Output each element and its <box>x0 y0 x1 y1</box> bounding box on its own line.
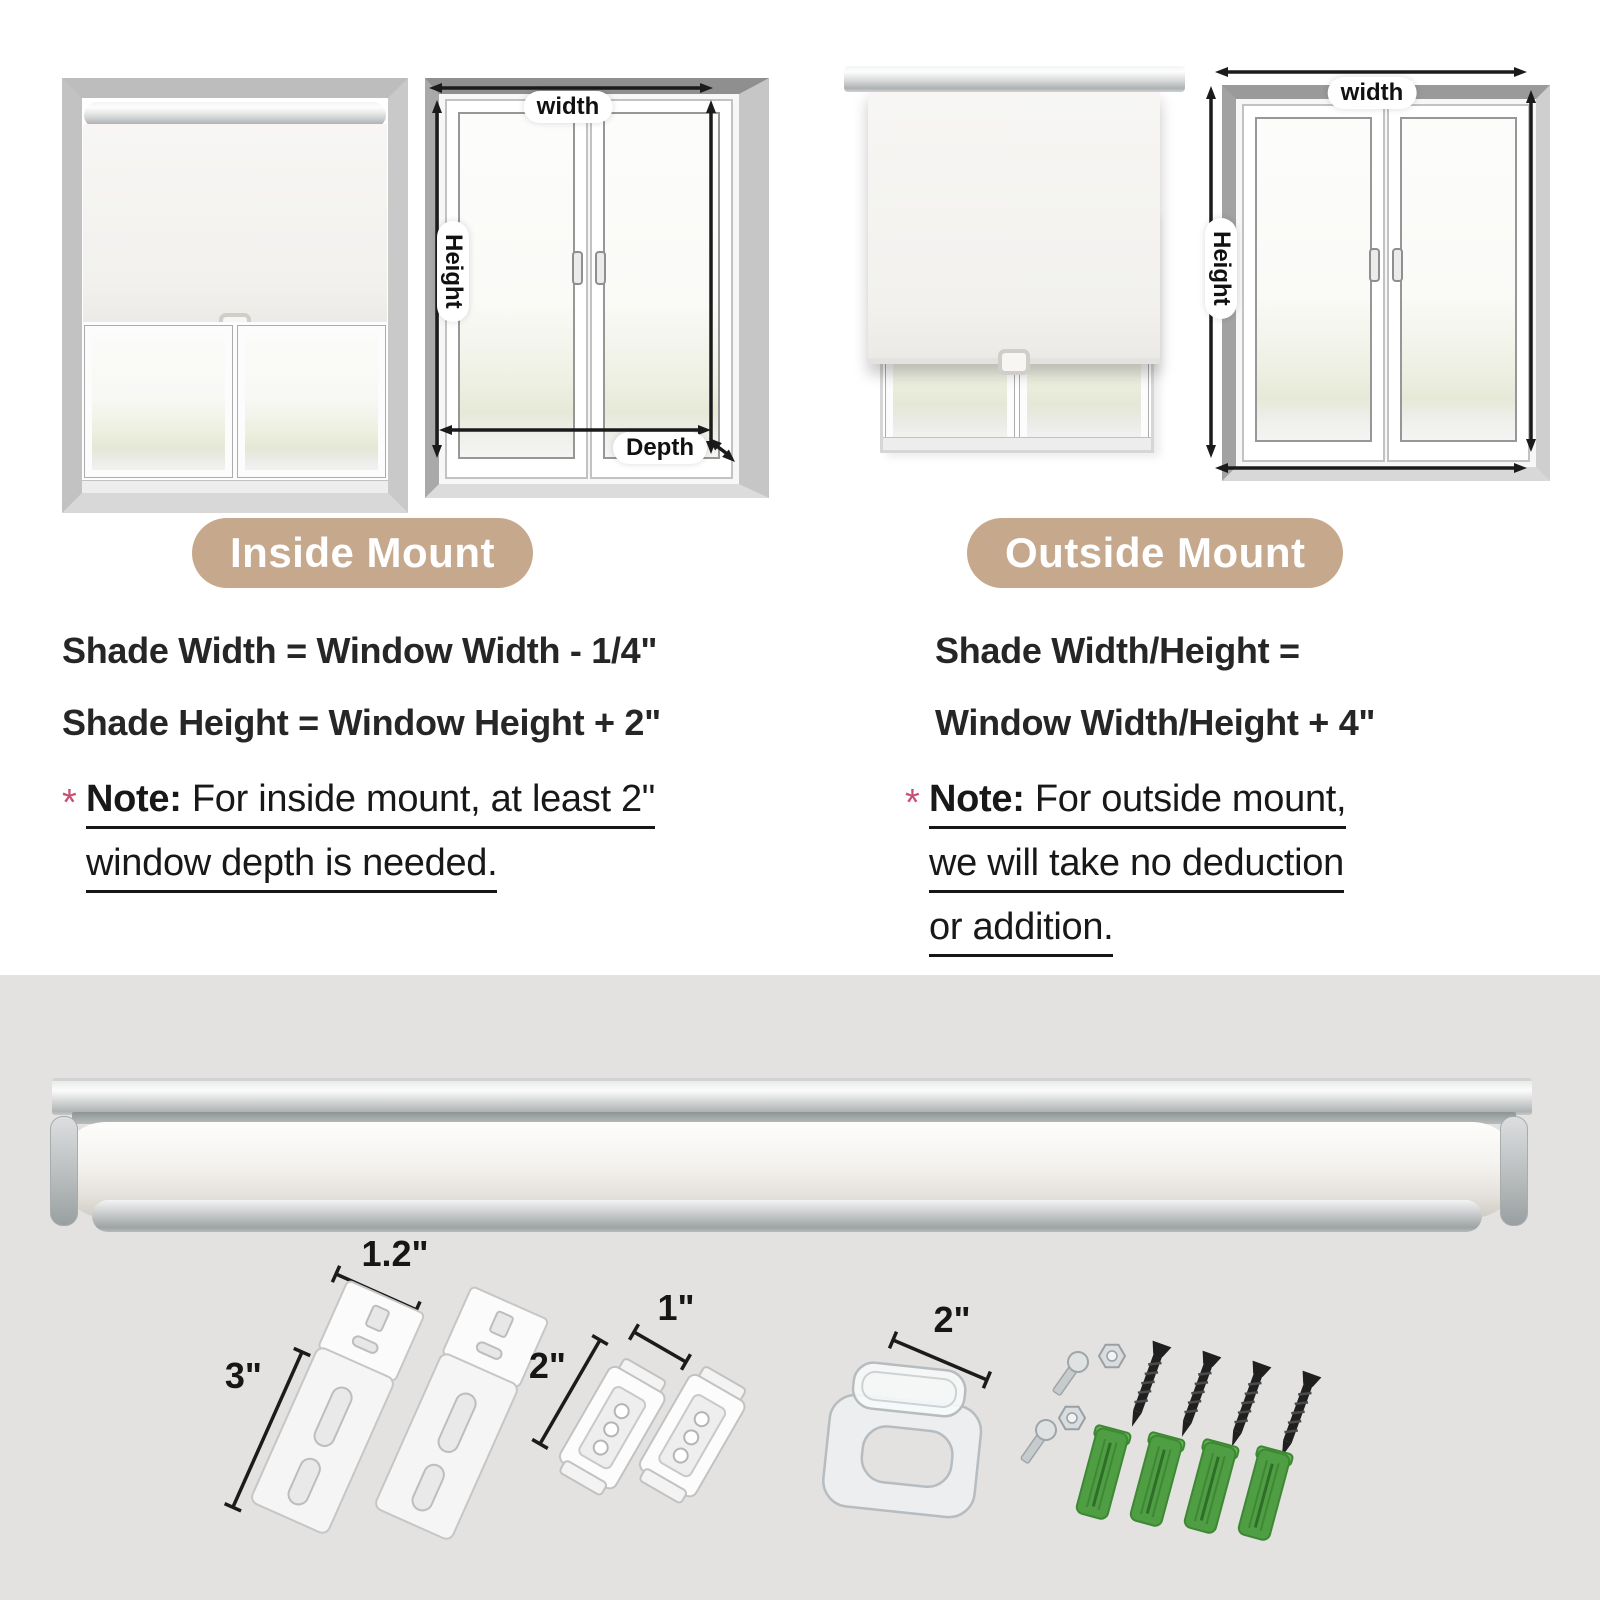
machine-screw-1 <box>1048 1348 1092 1399</box>
mounting-hardware <box>0 1233 1600 1600</box>
shade-headrail <box>844 66 1185 92</box>
clip-width-label: 1" <box>657 1287 695 1328</box>
depth-arrow <box>709 438 735 462</box>
inside-mount-section <box>62 518 762 906</box>
inside-width-formula: Shade Width = Window Width - 1/4" <box>62 630 658 671</box>
clear-hold-down-clip <box>821 1359 987 1520</box>
wall-anchor-2 <box>1127 1432 1185 1528</box>
mounting-screw-4 <box>1273 1371 1322 1461</box>
note-asterisk: * <box>905 782 920 824</box>
shade-pull-tab <box>998 349 1030 375</box>
wall-anchor-1 <box>1073 1425 1131 1521</box>
width-label: width <box>524 91 613 123</box>
note-text: window depth is needed. <box>86 842 497 893</box>
measure-arrows <box>425 78 745 478</box>
height-label: Height <box>1205 218 1237 319</box>
inside-height-formula: Shade Height = Window Height + 2" <box>62 702 661 743</box>
product-headrail <box>52 1078 1532 1115</box>
inside-note <box>62 778 762 893</box>
shade-fabric <box>868 90 1160 364</box>
bottom-width-arrow <box>1215 463 1527 473</box>
inside-mount-badge: Inside Mount <box>192 518 533 588</box>
window-sill <box>883 437 1151 450</box>
bracket-depth-label: 1.2" <box>361 1233 429 1274</box>
hex-nut-2 <box>1059 1407 1085 1430</box>
hex-nut-1 <box>1099 1345 1125 1368</box>
shade-fabric <box>83 124 387 328</box>
mounting-screw-3 <box>1223 1361 1272 1451</box>
height-label: Height <box>437 221 469 322</box>
note-label: Note: <box>86 778 182 820</box>
mounting-screw-1 <box>1123 1341 1172 1431</box>
width-arrow <box>1215 67 1527 77</box>
note-text: we will take no deduction <box>929 842 1344 893</box>
right-height-arrow <box>706 100 716 454</box>
window-sill <box>82 480 388 493</box>
inside-measure-diagram <box>425 78 725 468</box>
measure-arrows <box>1195 60 1540 475</box>
handle-width-label: 2" <box>933 1299 971 1340</box>
outside-mount-shade-illustration <box>842 60 1187 455</box>
clip-width-dimension <box>630 1287 695 1370</box>
machine-screw-2 <box>1016 1416 1060 1467</box>
outside-mount-badge: Outside Mount <box>967 518 1343 588</box>
inside-mount-shade-illustration <box>62 78 408 513</box>
outside-note <box>905 778 1545 957</box>
bracket-length-label: 3" <box>224 1355 262 1396</box>
clip-length-label: 2" <box>528 1345 566 1386</box>
note-text: or addition. <box>929 906 1113 957</box>
window-pane-left <box>85 326 232 477</box>
depth-label: Depth <box>613 432 707 464</box>
outside-measure-diagram <box>1195 60 1540 475</box>
end-bracket-left <box>50 1116 78 1226</box>
right-height-arrow <box>1526 90 1536 452</box>
width-label: width <box>1328 77 1417 109</box>
outside-formula-line2: Window Width/Height + 4" <box>935 702 1376 743</box>
window-pane-right <box>238 326 385 477</box>
wall-anchor-4 <box>1235 1446 1293 1542</box>
wall-anchor-3 <box>1181 1439 1239 1535</box>
shade-bottom-bar <box>92 1200 1482 1232</box>
end-bracket-right <box>1500 1116 1528 1226</box>
outside-mount-section <box>905 518 1545 970</box>
note-asterisk: * <box>62 782 77 824</box>
note-text: For outside mount, <box>1024 778 1347 820</box>
window-panes <box>82 322 388 481</box>
mounting-screw-2 <box>1173 1351 1222 1441</box>
outside-formula-line1: Shade Width/Height = <box>935 630 1300 671</box>
note-text: For inside mount, at least 2" <box>181 778 655 820</box>
note-label: Note: <box>929 778 1025 820</box>
